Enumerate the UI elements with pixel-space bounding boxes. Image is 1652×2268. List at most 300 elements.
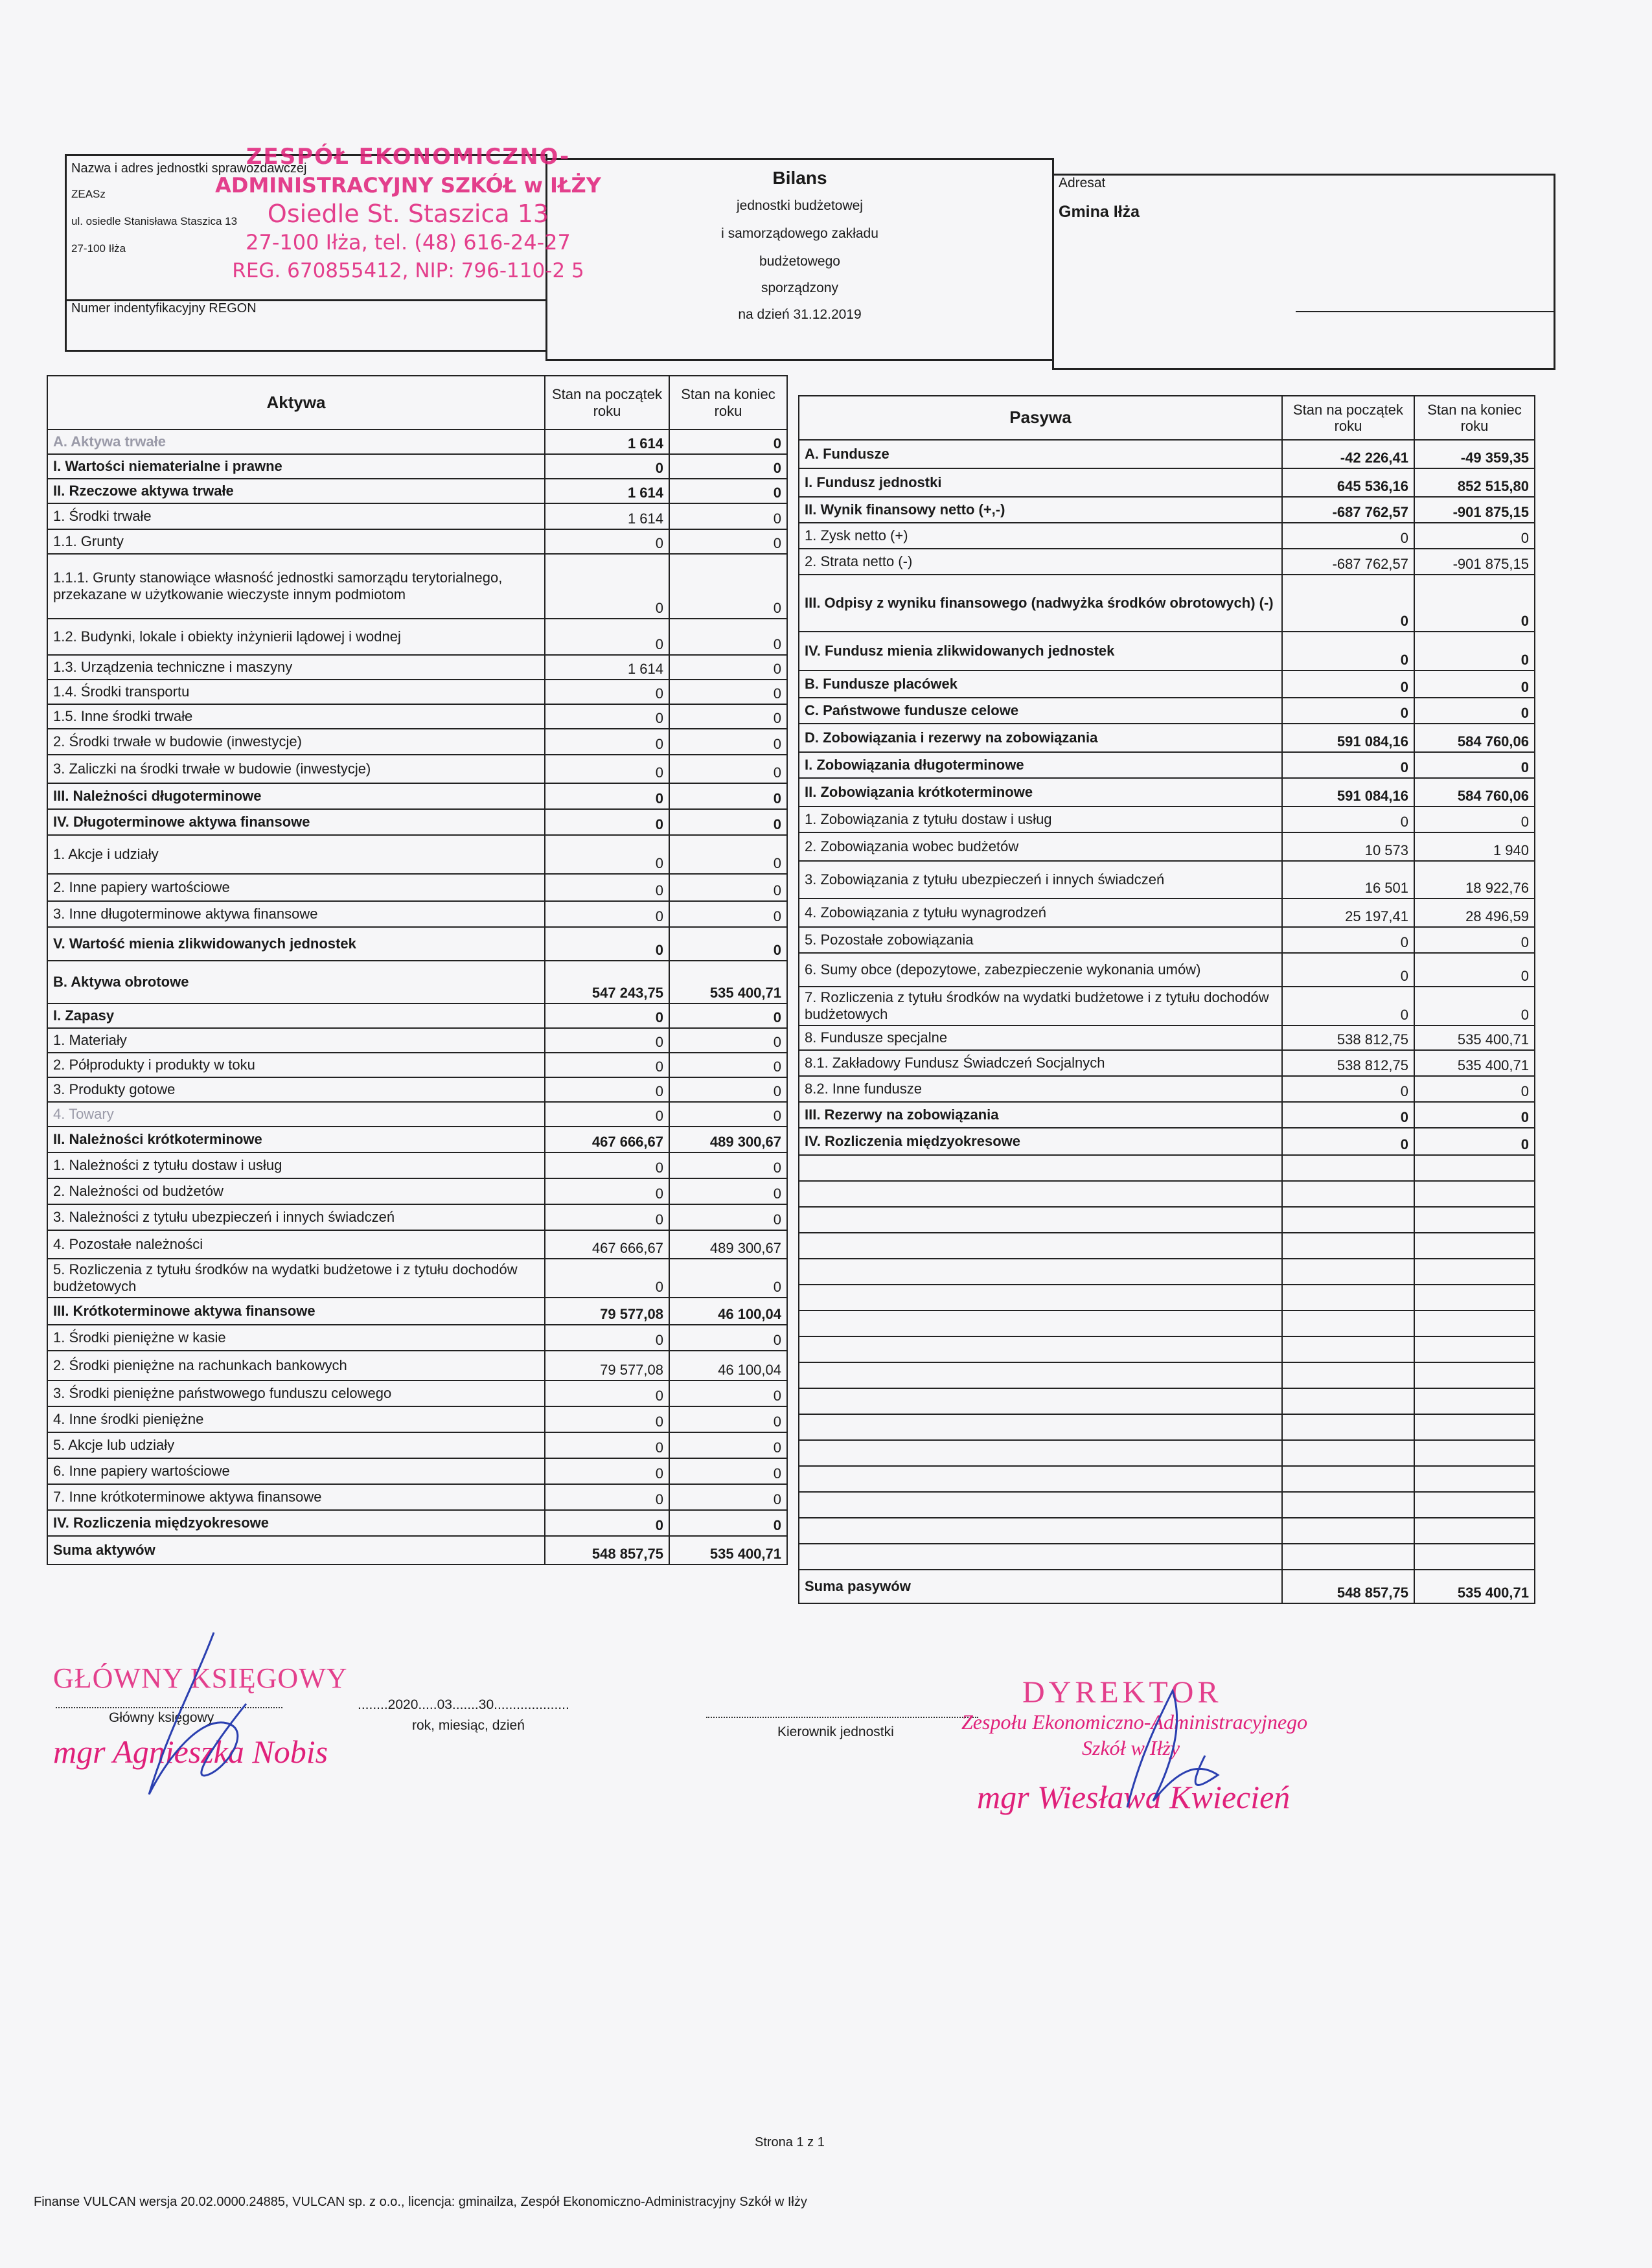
aktywa-row — [47, 503, 787, 529]
aktywa-row-end: 0 — [669, 1325, 787, 1351]
aktywa-row-label: 1. Środki trwałe — [47, 503, 545, 529]
aktywa-row-start: 0 — [545, 704, 669, 729]
pasywa-row-label: I. Fundusz jednostki — [799, 468, 1282, 497]
pasywa-empty-cell — [1282, 1466, 1414, 1492]
aktywa-row-start: 548 857,75 — [545, 1536, 669, 1564]
institution-stamp — [214, 143, 602, 285]
pasywa-row-end: 0 — [1414, 575, 1535, 632]
pasywa-empty-cell — [1282, 1336, 1414, 1362]
aktywa-row — [47, 1003, 787, 1028]
aktywa-row — [47, 529, 787, 554]
aktywa-row — [47, 927, 787, 961]
pasywa-row — [799, 1102, 1535, 1128]
pasywa-row-label: 1. Zobowiązania z tytułu dostaw i usług — [799, 807, 1282, 832]
aktywa-row-label: 2. Inne papiery wartościowe — [47, 874, 545, 901]
aktywa-row-label: 2. Półprodukty i produkty w toku — [47, 1053, 545, 1077]
pasywa-row — [799, 1128, 1535, 1155]
aktywa-row-label: 5. Akcje lub udziały — [47, 1432, 545, 1458]
aktywa-row-start: 0 — [545, 454, 669, 479]
pasywa-empty-row — [799, 1414, 1535, 1440]
pasywa-empty-cell — [1414, 1285, 1535, 1311]
aktywa-row-label: 7. Inne krótkoterminowe aktywa finansowe — [47, 1484, 545, 1510]
pasywa-col-end: Stan na koniec roku — [1414, 396, 1535, 440]
aktywa-row-end: 0 — [669, 1458, 787, 1484]
aktywa-row — [47, 1406, 787, 1432]
pasywa-row-end: 0 — [1414, 807, 1535, 832]
director-signature — [1088, 1678, 1244, 1820]
aktywa-row-label: I. Zapasy — [47, 1003, 545, 1028]
pasywa-col-start: Stan na początek roku — [1282, 396, 1414, 440]
pasywa-row-end: 28 496,59 — [1414, 899, 1535, 927]
head-label: Kierownik jednostki — [777, 1724, 894, 1739]
aktywa-row-label: 1.2. Budynki, lokale i obiekty inżynierii lądowej i wodnej — [47, 619, 545, 655]
regon-label: Numer indentyfikacyjny REGON — [71, 301, 257, 315]
pasywa-row-end: 0 — [1414, 953, 1535, 987]
aktywa-row-end: 0 — [669, 1003, 787, 1028]
aktywa-row-start: 547 243,75 — [545, 961, 669, 1003]
pasywa-empty-cell — [799, 1362, 1282, 1388]
pasywa-empty-cell — [1414, 1259, 1535, 1285]
pasywa-row-start: 0 — [1282, 698, 1414, 724]
aktywa-row-start: 0 — [545, 1204, 669, 1230]
pasywa-row — [799, 468, 1535, 497]
aktywa-row — [47, 1178, 787, 1204]
pasywa-row-start: 0 — [1282, 1102, 1414, 1128]
pasywa-row — [799, 953, 1535, 987]
pasywa-row — [799, 752, 1535, 778]
pasywa-row — [799, 698, 1535, 724]
pasywa-row-label: 1. Zysk netto (+) — [799, 523, 1282, 549]
stamp-line-2: ADMINISTRACYJNY SZKÓŁ w IŁŻY — [215, 173, 601, 198]
aktywa-row — [47, 1536, 787, 1564]
aktywa-row-label: 3. Inne długoterminowe aktywa finansowe — [47, 901, 545, 927]
aktywa-row-end: 0 — [669, 479, 787, 503]
accountant-signature — [130, 1626, 272, 1807]
pasywa-table — [798, 395, 1535, 1604]
aktywa-row-label: 3. Produkty gotowe — [47, 1077, 545, 1102]
pasywa-empty-cell — [1414, 1155, 1535, 1181]
pasywa-empty-cell — [799, 1492, 1282, 1518]
pasywa-row-end: -901 875,15 — [1414, 497, 1535, 523]
aktywa-row — [47, 1510, 787, 1536]
aktywa-row-end: 0 — [669, 874, 787, 901]
aktywa-row — [47, 1028, 787, 1053]
doc-subtitle-3: budżetowego — [759, 254, 840, 269]
pasywa-row-label: B. Fundusze placówek — [799, 670, 1282, 698]
pasywa-row-label: II. Zobowiązania krótkoterminowe — [799, 778, 1282, 807]
pasywa-row — [799, 575, 1535, 632]
pasywa-row-label: 2. Zobowiązania wobec budżetów — [799, 832, 1282, 861]
doc-title: Bilans — [772, 168, 827, 188]
aktywa-row-start: 0 — [545, 809, 669, 835]
pasywa-empty-cell — [1414, 1492, 1535, 1518]
pasywa-row-label: A. Fundusze — [799, 440, 1282, 468]
report-date-label: rok, miesiąc, dzień — [412, 1718, 525, 1733]
pasywa-empty-cell — [1414, 1466, 1535, 1492]
pasywa-row-start: 538 812,75 — [1282, 1050, 1414, 1076]
aktywa-row-end: 46 100,04 — [669, 1298, 787, 1325]
pasywa-row-end: 0 — [1414, 670, 1535, 698]
entity-line-1: ZEASz — [71, 188, 106, 200]
pasywa-sum-end: 535 400,71 — [1414, 1570, 1535, 1603]
pasywa-row-end: 0 — [1414, 698, 1535, 724]
pasywa-row-label: IV. Rozliczenia międzyokresowe — [799, 1128, 1282, 1155]
pasywa-row — [799, 523, 1535, 549]
aktywa-row-start: 0 — [545, 1102, 669, 1127]
director-stamp-title: DYREKTOR — [1022, 1675, 1222, 1710]
pasywa-row-label: C. Państwowe fundusze celowe — [799, 698, 1282, 724]
aktywa-row-start: 1 614 — [545, 479, 669, 503]
head-line — [706, 1717, 978, 1718]
pasywa-empty-cell — [1282, 1440, 1414, 1466]
pasywa-row — [799, 778, 1535, 807]
aktywa-row-end: 0 — [669, 529, 787, 554]
pasywa-row-start: 0 — [1282, 575, 1414, 632]
pasywa-empty-cell — [1282, 1155, 1414, 1181]
aktywa-row-start: 0 — [545, 1178, 669, 1204]
page-number: Strona 1 z 1 — [755, 2135, 825, 2149]
aktywa-row-label: 4. Towary — [47, 1102, 545, 1127]
pasywa-empty-cell — [1414, 1414, 1535, 1440]
pasywa-row-end: -901 875,15 — [1414, 549, 1535, 575]
pasywa-row-end: 0 — [1414, 1128, 1535, 1155]
director-stamp-sub2: Szkół w Iłży — [1082, 1736, 1180, 1759]
aktywa-row — [47, 1484, 787, 1510]
pasywa-row-label: IV. Fundusz mienia zlikwidowanych jednostek — [799, 632, 1282, 670]
aktywa-row-start: 0 — [545, 1484, 669, 1510]
aktywa-row — [47, 783, 787, 809]
aktywa-row-end: 0 — [669, 704, 787, 729]
aktywa-row — [47, 1127, 787, 1152]
aktywa-row-label: 1.5. Inne środki trwałe — [47, 704, 545, 729]
stamp-line-1: ZESPÓŁ EKONOMICZNO- — [246, 144, 571, 170]
pasywa-row-label: 8.2. Inne fundusze — [799, 1076, 1282, 1102]
aktywa-row-label: 1. Materiały — [47, 1028, 545, 1053]
aktywa-row-start: 79 577,08 — [545, 1351, 669, 1380]
pasywa-row-end: 1 940 — [1414, 832, 1535, 861]
pasywa-empty-row — [799, 1518, 1535, 1544]
aktywa-row-start: 0 — [545, 619, 669, 655]
pasywa-empty-cell — [799, 1518, 1282, 1544]
aktywa-row-start: 0 — [545, 1152, 669, 1178]
aktywa-row-start: 0 — [545, 729, 669, 755]
aktywa-row-label: 4. Inne środki pieniężne — [47, 1406, 545, 1432]
aktywa-row — [47, 1458, 787, 1484]
accountant-name: mgr Agnieszka Nobis — [53, 1734, 328, 1770]
aktywa-row-label: 1.3. Urządzenia techniczne i maszyny — [47, 655, 545, 680]
aktywa-row-label: 5. Rozliczenia z tytułu środków na wydatki budżetowe i z tytułu dochodów budżetowych — [47, 1259, 545, 1298]
accountant-label: Główny księgowy — [109, 1710, 214, 1725]
aktywa-row — [47, 479, 787, 503]
aktywa-row-end: 0 — [669, 1484, 787, 1510]
software-footer: Finanse VULCAN wersja 20.02.0000.24885, VULCAN sp. z o.o., licencja: gminailza, Zespół Ekonomiczno-Administracyjny Szkół w Iłży — [34, 2195, 807, 2209]
pasywa-row-label: 3. Zobowiązania z tytułu ubezpieczeń i innych świadczeń — [799, 861, 1282, 899]
aktywa-row-label: 1.4. Środki transportu — [47, 680, 545, 704]
pasywa-empty-cell — [799, 1388, 1282, 1414]
pasywa-row-start: 0 — [1282, 752, 1414, 778]
pasywa-row-label: 5. Pozostałe zobowiązania — [799, 927, 1282, 953]
aktywa-row-end: 535 400,71 — [669, 1536, 787, 1564]
pasywa-empty-cell — [1282, 1414, 1414, 1440]
pasywa-row-end: 0 — [1414, 927, 1535, 953]
pasywa-empty-cell — [1282, 1285, 1414, 1311]
stamp-line-5: REG. 670855412, NIP: 796-110-2 5 — [232, 259, 584, 282]
pasywa-empty-cell — [799, 1544, 1282, 1570]
pasywa-row-label: 7. Rozliczenia z tytułu środków na wydatki budżetowe i z tytułu dochodów budżetowych — [799, 987, 1282, 1025]
pasywa-empty-cell — [1414, 1362, 1535, 1388]
pasywa-row — [799, 440, 1535, 468]
pasywa-empty-cell — [1282, 1181, 1414, 1207]
pasywa-row — [799, 861, 1535, 899]
aktywa-row — [47, 961, 787, 1003]
aktywa-row — [47, 874, 787, 901]
aktywa-row-start: 467 666,67 — [545, 1127, 669, 1152]
aktywa-row-end: 0 — [669, 1380, 787, 1406]
aktywa-row-end: 0 — [669, 901, 787, 927]
pasywa-row-label: 4. Zobowiązania z tytułu wynagrodzeń — [799, 899, 1282, 927]
pasywa-empty-cell — [1414, 1440, 1535, 1466]
adresat-underline — [1296, 311, 1555, 312]
aktywa-row-end: 0 — [669, 1259, 787, 1298]
pasywa-row-end: 535 400,71 — [1414, 1050, 1535, 1076]
doc-subtitle-2: i samorządowego zakładu — [721, 226, 878, 241]
aktywa-row-label: IV. Długoterminowe aktywa finansowe — [47, 809, 545, 835]
pasywa-empty-cell — [799, 1311, 1282, 1336]
doc-subtitle-1: jednostki budżetowej — [737, 198, 863, 213]
pasywa-row-label: 6. Sumy obce (depozytowe, zabezpieczenie wykonania umów) — [799, 953, 1282, 987]
aktywa-row-end: 0 — [669, 655, 787, 680]
aktywa-row-end: 489 300,67 — [669, 1230, 787, 1259]
pasywa-row-label: I. Zobowiązania długoterminowe — [799, 752, 1282, 778]
aktywa-row-label: 1. Środki pieniężne w kasie — [47, 1325, 545, 1351]
pasywa-row-end: 0 — [1414, 752, 1535, 778]
aktywa-row-label: III. Krótkoterminowe aktywa finansowe — [47, 1298, 545, 1325]
aktywa-row — [47, 755, 787, 783]
aktywa-row-end: 0 — [669, 835, 787, 874]
pasywa-row-start: 0 — [1282, 807, 1414, 832]
aktywa-row-start: 0 — [545, 1053, 669, 1077]
pasywa-empty-row — [799, 1259, 1535, 1285]
pasywa-row — [799, 927, 1535, 953]
aktywa-row-start: 467 666,67 — [545, 1230, 669, 1259]
pasywa-row-end: 0 — [1414, 632, 1535, 670]
pasywa-empty-row — [799, 1233, 1535, 1259]
aktywa-row-start: 0 — [545, 901, 669, 927]
pasywa-row-start: 16 501 — [1282, 861, 1414, 899]
aktywa-row — [47, 901, 787, 927]
entity-line-2: ul. osiedle Stanisława Staszica 13 — [71, 215, 238, 227]
aktywa-row-end: 0 — [669, 927, 787, 961]
aktywa-row-end: 0 — [669, 1102, 787, 1127]
aktywa-row-end: 0 — [669, 1053, 787, 1077]
aktywa-row-start: 0 — [545, 1458, 669, 1484]
pasywa-row — [799, 1025, 1535, 1050]
aktywa-row-label: 2. Należności od budżetów — [47, 1178, 545, 1204]
aktywa-row — [47, 619, 787, 655]
aktywa-row-label: A. Aktywa trwałe — [47, 430, 545, 454]
aktywa-row — [47, 1102, 787, 1127]
pasywa-empty-cell — [799, 1336, 1282, 1362]
aktywa-row-start: 0 — [545, 835, 669, 874]
pasywa-row-start: 0 — [1282, 1128, 1414, 1155]
aktywa-row-end: 0 — [669, 729, 787, 755]
aktywa-row-start: 0 — [545, 680, 669, 704]
aktywa-row-end: 0 — [669, 1028, 787, 1053]
aktywa-row-end: 0 — [669, 783, 787, 809]
aktywa-row-end: 0 — [669, 1152, 787, 1178]
aktywa-table — [47, 375, 788, 1565]
aktywa-row-end: 0 — [669, 809, 787, 835]
aktywa-row-start: 0 — [545, 1510, 669, 1536]
pasywa-row — [799, 832, 1535, 861]
pasywa-row-label: 8. Fundusze specjalne — [799, 1025, 1282, 1050]
pasywa-empty-cell — [799, 1440, 1282, 1466]
aktywa-row-end: 0 — [669, 755, 787, 783]
pasywa-row — [799, 724, 1535, 752]
pasywa-empty-cell — [1282, 1518, 1414, 1544]
aktywa-row — [47, 430, 787, 454]
pasywa-empty-cell — [799, 1285, 1282, 1311]
aktywa-row-start: 0 — [545, 1003, 669, 1028]
pasywa-empty-cell — [1414, 1336, 1535, 1362]
aktywa-row — [47, 1351, 787, 1380]
pasywa-row-end: 0 — [1414, 1076, 1535, 1102]
aktywa-row — [47, 809, 787, 835]
aktywa-row — [47, 1152, 787, 1178]
pasywa-empty-row — [799, 1181, 1535, 1207]
aktywa-row — [47, 1432, 787, 1458]
aktywa-row-start: 1 614 — [545, 503, 669, 529]
aktywa-row-label: 3. Środki pieniężne państwowego funduszu celowego — [47, 1380, 545, 1406]
pasywa-empty-cell — [799, 1414, 1282, 1440]
adresat-value: Gmina Iłża — [1059, 203, 1140, 221]
entity-line-3: 27-100 Iłża — [71, 242, 126, 255]
pasywa-row-start: 10 573 — [1282, 832, 1414, 861]
aktywa-row-start: 0 — [545, 1406, 669, 1432]
aktywa-row-end: 535 400,71 — [669, 961, 787, 1003]
aktywa-row-end: 46 100,04 — [669, 1351, 787, 1380]
aktywa-row-start: 0 — [545, 1259, 669, 1298]
pasywa-row — [799, 807, 1535, 832]
aktywa-row-end: 0 — [669, 680, 787, 704]
pasywa-row — [799, 549, 1535, 575]
aktywa-row — [47, 1325, 787, 1351]
aktywa-row-label: 2. Środki trwałe w budowie (inwestycje) — [47, 729, 545, 755]
pasywa-sum-label: Suma pasywów — [799, 1570, 1282, 1603]
pasywa-row-end: 0 — [1414, 1102, 1535, 1128]
pasywa-empty-cell — [1414, 1207, 1535, 1233]
pasywa-empty-cell — [1414, 1544, 1535, 1570]
pasywa-empty-cell — [1282, 1311, 1414, 1336]
aktywa-row — [47, 835, 787, 874]
aktywa-row-end: 0 — [669, 1432, 787, 1458]
pasywa-row — [799, 1076, 1535, 1102]
aktywa-row-label: 4. Pozostałe należności — [47, 1230, 545, 1259]
aktywa-col-end: Stan na koniec roku — [669, 376, 787, 430]
pasywa-row-start: 0 — [1282, 953, 1414, 987]
pasywa-row — [799, 987, 1535, 1025]
aktywa-row-label: III. Należności długoterminowe — [47, 783, 545, 809]
pasywa-row-start: 591 084,16 — [1282, 778, 1414, 807]
pasywa-empty-row — [799, 1207, 1535, 1233]
aktywa-row-label: 1.1. Grunty — [47, 529, 545, 554]
aktywa-row — [47, 554, 787, 619]
pasywa-empty-row — [799, 1362, 1535, 1388]
aktywa-row-end: 0 — [669, 454, 787, 479]
aktywa-row-start: 0 — [545, 1077, 669, 1102]
aktywa-row-end: 0 — [669, 554, 787, 619]
pasywa-row-end: 852 515,80 — [1414, 468, 1535, 497]
doc-subtitle-4: sporządzony — [761, 281, 839, 295]
aktywa-row — [47, 729, 787, 755]
aktywa-row — [47, 680, 787, 704]
pasywa-empty-row — [799, 1285, 1535, 1311]
aktywa-row-end: 0 — [669, 619, 787, 655]
aktywa-row — [47, 1204, 787, 1230]
aktywa-row — [47, 704, 787, 729]
pasywa-empty-row — [799, 1440, 1535, 1466]
aktywa-row-start: 0 — [545, 1028, 669, 1053]
pasywa-row-end: 0 — [1414, 987, 1535, 1025]
pasywa-row — [799, 497, 1535, 523]
aktywa-row-end: 0 — [669, 1204, 787, 1230]
pasywa-empty-row — [799, 1388, 1535, 1414]
aktywa-row-start: 0 — [545, 529, 669, 554]
aktywa-row — [47, 1053, 787, 1077]
aktywa-row-end: 0 — [669, 1510, 787, 1536]
pasywa-row — [799, 632, 1535, 670]
aktywa-row-label: II. Rzeczowe aktywa trwałe — [47, 479, 545, 503]
aktywa-row-label: 1. Należności z tytułu dostaw i usług — [47, 1152, 545, 1178]
aktywa-row — [47, 1380, 787, 1406]
pasywa-empty-cell — [1282, 1259, 1414, 1285]
aktywa-row — [47, 1230, 787, 1259]
report-date: ........2020.....03.......30.................... — [358, 1697, 569, 1712]
pasywa-empty-row — [799, 1492, 1535, 1518]
aktywa-row — [47, 1259, 787, 1298]
pasywa-empty-row — [799, 1466, 1535, 1492]
adresat-label: Adresat — [1059, 176, 1106, 190]
pasywa-row-end: 18 922,76 — [1414, 861, 1535, 899]
pasywa-row — [799, 1050, 1535, 1076]
aktywa-row-end: 0 — [669, 430, 787, 454]
aktywa-row-label: V. Wartość mienia zlikwidowanych jednostek — [47, 927, 545, 961]
pasywa-empty-cell — [1282, 1362, 1414, 1388]
pasywa-row-start: 0 — [1282, 1076, 1414, 1102]
pasywa-row-start: 25 197,41 — [1282, 899, 1414, 927]
pasywa-sum-start: 548 857,75 — [1282, 1570, 1414, 1603]
aktywa-row-label: 1.1.1. Grunty stanowiące własność jednostki samorządu terytorialnego, przekazane w użytkowanie wieczyste innym podmiotom — [47, 554, 545, 619]
aktywa-row-start: 1 614 — [545, 430, 669, 454]
stamp-line-4: 27-100 Iłża, tel. (48) 616-24-27 — [246, 230, 571, 255]
pasywa-row-start: 0 — [1282, 632, 1414, 670]
pasywa-empty-cell — [1414, 1518, 1535, 1544]
pasywa-row-start: 645 536,16 — [1282, 468, 1414, 497]
aktywa-row-start: 79 577,08 — [545, 1298, 669, 1325]
aktywa-row-label: B. Aktywa obrotowe — [47, 961, 545, 1003]
pasywa-empty-cell — [799, 1259, 1282, 1285]
pasywa-row-label: D. Zobowiązania i rezerwy na zobowiązania — [799, 724, 1282, 752]
pasywa-row-start: 0 — [1282, 927, 1414, 953]
director-name: mgr Wiesława Kwiecień — [977, 1779, 1291, 1815]
pasywa-row-start: 0 — [1282, 523, 1414, 549]
aktywa-row — [47, 655, 787, 680]
aktywa-row-label: I. Wartości niematerialne i prawne — [47, 454, 545, 479]
pasywa-row-label: III. Rezerwy na zobowiązania — [799, 1102, 1282, 1128]
aktywa-row — [47, 454, 787, 479]
aktywa-row-start: 0 — [545, 783, 669, 809]
pasywa-row-label: 2. Strata netto (-) — [799, 549, 1282, 575]
